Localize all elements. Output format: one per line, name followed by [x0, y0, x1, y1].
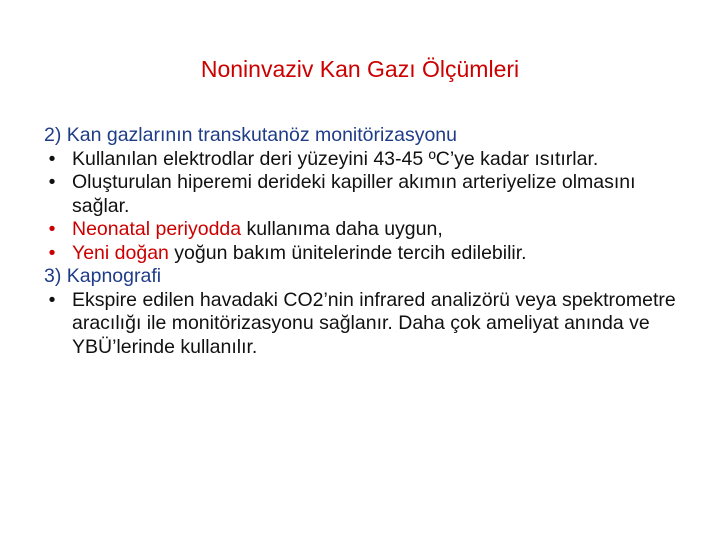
bullet-text: kullanıma daha uygun, — [241, 218, 443, 240]
bullet-icon: • — [48, 288, 56, 311]
slide-content — [44, 124, 694, 359]
bullet-icon: • — [48, 147, 56, 170]
section-heading-capnography: 3) Kapnografi — [44, 265, 162, 287]
section-heading-transcutaneous: 2) Kan gazlarının transkutanöz monitörizasyonu — [44, 124, 457, 146]
bullet-text: Ekspire edilen havadaki CO2’nin infrared analizörü veya spektrometre aracılığı ile monitörizasyonu sağlanır. Daha çok ameliyat anında ve YBÜ’lerinde kullanılır. — [72, 288, 676, 358]
list-item — [44, 171, 694, 218]
bullet-highlight: Neonatal periyodda — [72, 218, 242, 240]
bullet-text: yoğun bakım ünitelerinde tercih edilebilir. — [168, 241, 527, 264]
list-item — [44, 289, 694, 360]
bullet-text: Oluşturulan hiperemi derideki kapiller akımın arteriyelize olmasını sağlar. — [72, 171, 636, 217]
bullet-text: Kullanılan elektrodlar deri yüzeyini 43-45 ºC’ye kadar ısıtırlar. — [72, 147, 599, 170]
bullet-highlight: Yeni doğan — [72, 241, 169, 264]
list-item — [44, 218, 694, 242]
slide-title: Noninvaziv Kan Gazı Ölçümleri — [200, 56, 520, 82]
bullet-icon: • — [48, 241, 56, 264]
bullet-icon: • — [48, 218, 56, 240]
list-item — [44, 148, 694, 172]
bullet-icon: • — [48, 171, 56, 193]
list-item — [44, 242, 694, 266]
